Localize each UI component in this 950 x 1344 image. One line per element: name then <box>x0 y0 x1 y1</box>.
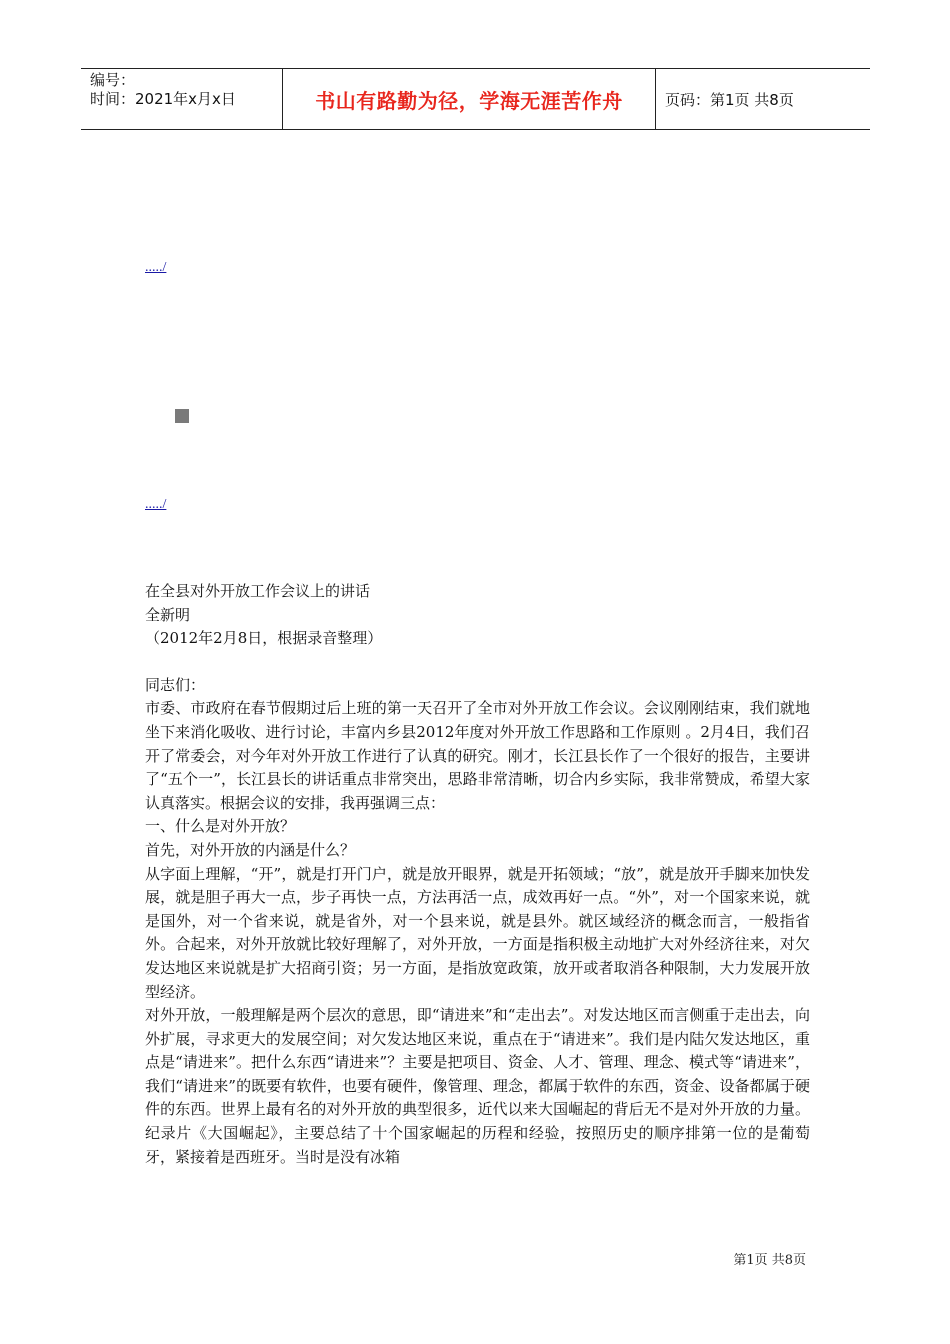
top-link[interactable]: ...../ <box>145 260 167 275</box>
section-heading: 一、什么是对外开放？ <box>145 817 296 836</box>
paragraph: 首先，对外开放的内涵是什么？ <box>145 840 356 859</box>
document-time-label: 时间：2021年x月x日 <box>90 90 236 108</box>
document-number-label: 编号： <box>90 71 136 89</box>
header-meta <box>90 71 236 109</box>
document-date-note: （2012年2月8日，根据录音整理） <box>145 629 383 648</box>
header-motto: 书山有路勤为径，学海无涯苦作舟 <box>315 88 623 113</box>
document-title: 在全县对外开放工作会议上的讲话 <box>145 582 371 600</box>
header-page-info: 页码：第1页 共8页 <box>665 90 794 109</box>
document-author: 全新明 <box>145 605 191 624</box>
document-body <box>145 580 810 1169</box>
paragraph: 对外开放，一般理解是两个层次的意思，即“请进来”和“走出去”。对发达地区而言侧重于走出去，向外扩展，寻求更大的发展空间；对欠发达地区来说，重点在于“请进来”。我们是内陆欠发达地区，重点是“请进来”。把什么东西“请进来”？主要是把项目、资金、人才、管理、理念、模式等“请进来”，我们“请进来”的既要有软件，也要有硬件，像管理、理念，都属于软件的东西，资金、设备都属于硬件的东西。世界上最有名的对外开放的典型很多，近代以来大国崛起的背后无不是对外开放的力量。纪录片《大国崛起》，主要总结了十个国家崛起的历程和经验，按照历史的顺序排第一位的是葡萄牙，紧接着是西班牙。当时是没有冰箱 <box>145 1006 810 1166</box>
document-greeting: 同志们： <box>145 675 206 694</box>
paragraph: 从字面上理解，“开”，就是打开门户，就是放开眼界，就是开拓领域；“放”，就是放开手脚来加快发展，就是胆子再大一点，步子再快一点，方法再活一点，成效再好一点。“外”，对一个国家来说，就是国外，对一个省来说，就是省外，对一个县来说，就是县外。就区域经济的概念而言，一般指省外。合起来，对外开放就比较好理解了，对外开放，一方面是指积极主动地扩大对外经济往来，对欠发达地区来说就是扩大招商引资；另一方面，是指放宽政策，放开或者取消各种限制，大力发展开放型经济。 <box>145 864 810 1001</box>
paragraph: 市委、市政府在春节假期过后上班的第一天召开了全市对外开放工作会议。会议刚刚结束，我们就地坐下来消化吸收、进行讨论，丰富内乡县2012年度对外开放工作思路和工作原则 。2月4日，我们召开了常委会，对今年对外开放工作进行了认真的研究。刚才，长江县长作了一个很好的报告，主要讲了“五个一”，长江县长的讲话重点非常突出，思路非常清晰，切合内乡实际，我非常赞成，希望大家认真落实。根据会议的安排，我再强调三点： <box>145 699 810 812</box>
broken-image-icon <box>175 409 189 423</box>
middle-link[interactable]: ...../ <box>145 497 167 512</box>
page-header <box>81 68 870 130</box>
paragraph-spacer <box>145 651 810 674</box>
header-divider <box>655 69 656 129</box>
page-footer: 第1页 共8页 <box>733 1253 806 1268</box>
